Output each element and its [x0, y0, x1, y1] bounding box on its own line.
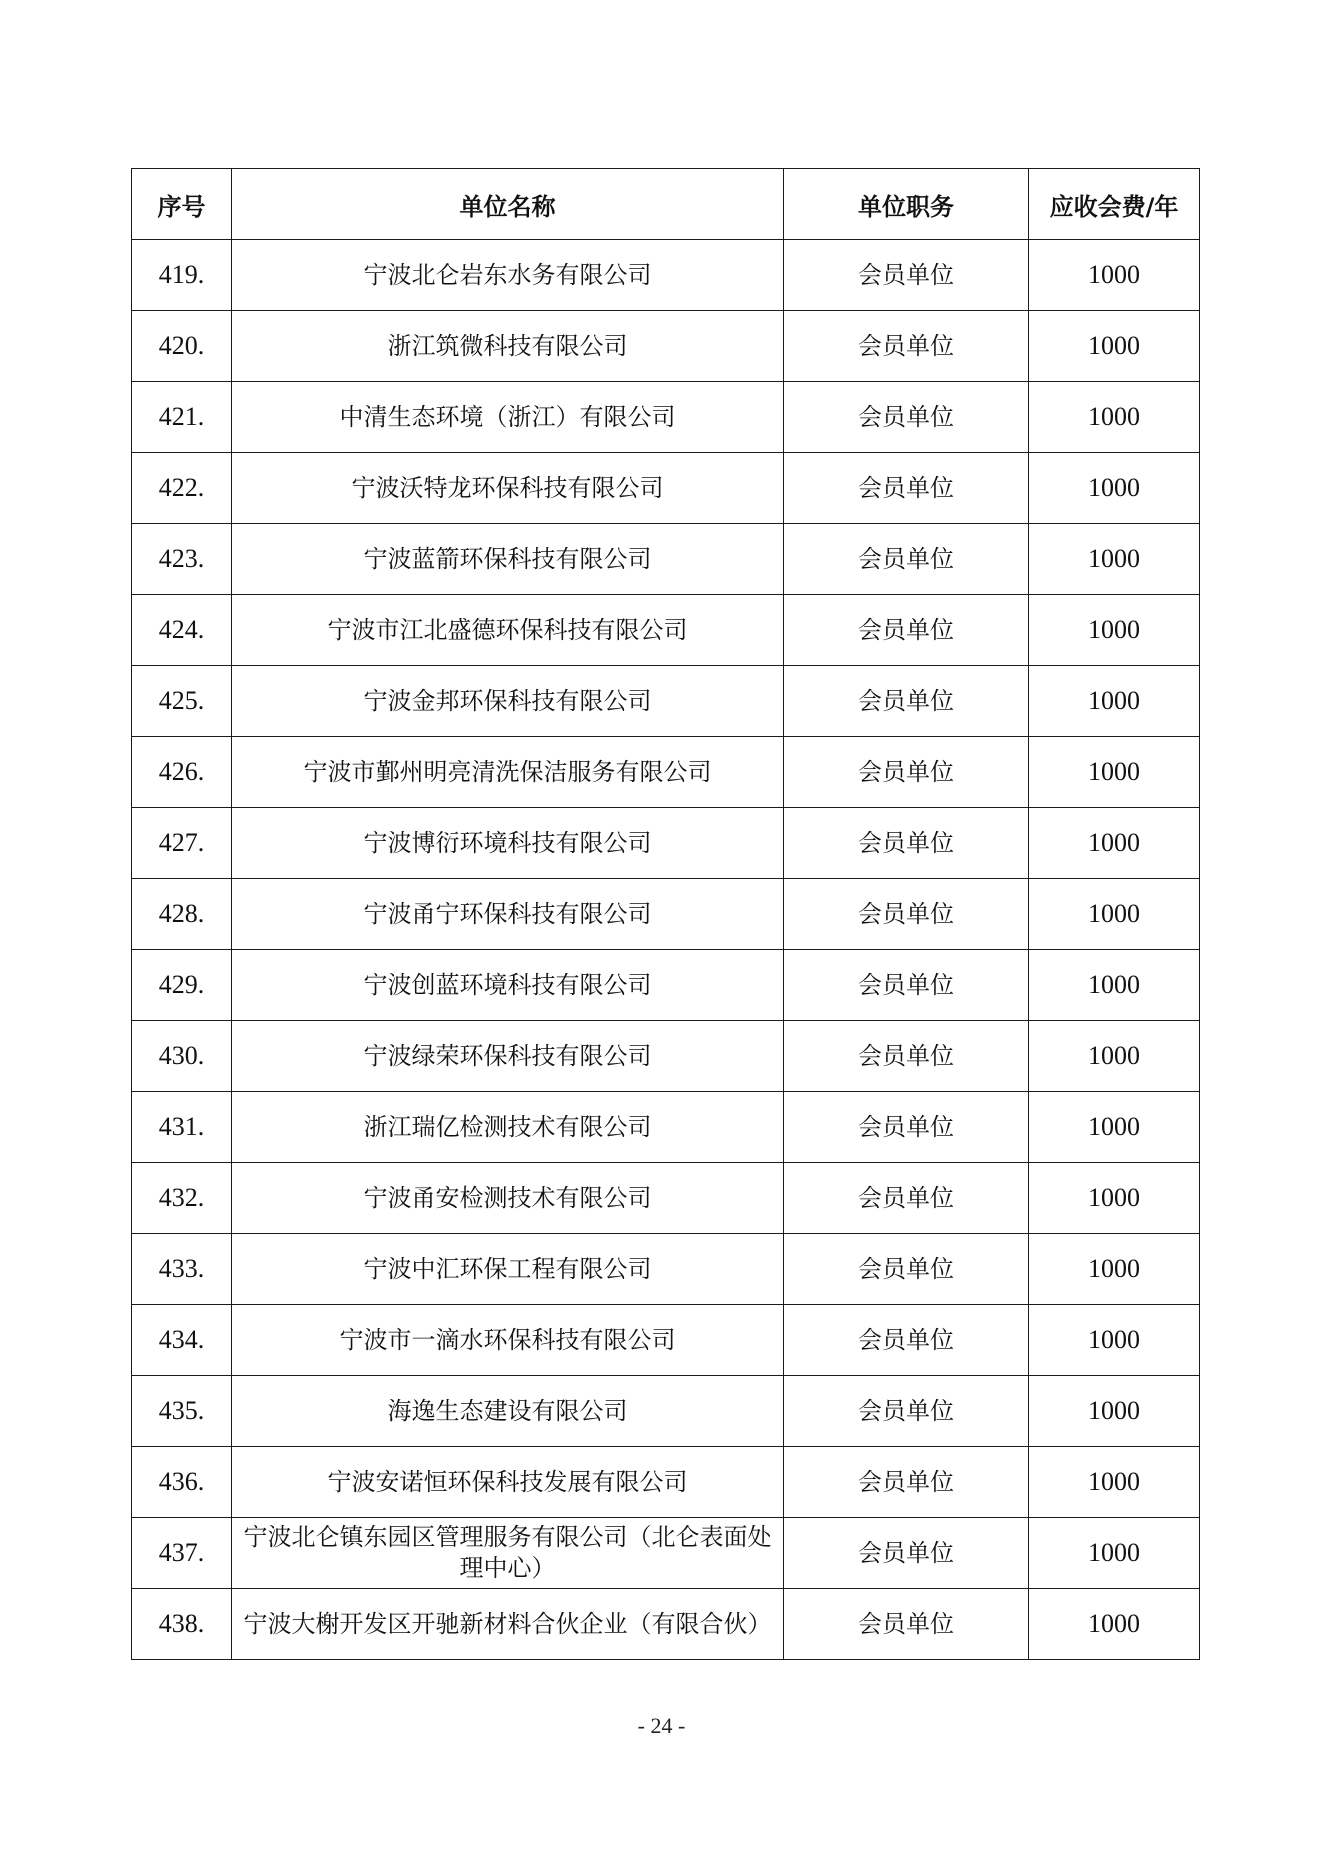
row-annual-fee: 1000 [1029, 382, 1200, 453]
header-annual-fee: 应收会费/年 [1029, 169, 1200, 240]
table-row [132, 1305, 1200, 1376]
row-index: 429. [132, 950, 232, 1021]
row-annual-fee: 1000 [1029, 737, 1200, 808]
row-annual-fee: 1000 [1029, 879, 1200, 950]
row-unit-name: 宁波大榭开发区开驰新材料合伙企业（有限合伙） [232, 1589, 784, 1660]
table-row [132, 1376, 1200, 1447]
row-index: 427. [132, 808, 232, 879]
header-unit-name: 单位名称 [232, 169, 784, 240]
row-annual-fee: 1000 [1029, 524, 1200, 595]
row-unit-role: 会员单位 [784, 808, 1029, 879]
row-unit-role: 会员单位 [784, 240, 1029, 311]
row-index: 438. [132, 1589, 232, 1660]
row-unit-role: 会员单位 [784, 1589, 1029, 1660]
row-index: 435. [132, 1376, 232, 1447]
row-unit-name: 浙江筑微科技有限公司 [232, 311, 784, 382]
row-unit-name: 宁波博衍环境科技有限公司 [232, 808, 784, 879]
page-number: - 24 - [637, 1713, 686, 1738]
row-unit-name: 宁波金邦环保科技有限公司 [232, 666, 784, 737]
row-unit-role: 会员单位 [784, 1163, 1029, 1234]
row-unit-name: 宁波中汇环保工程有限公司 [232, 1234, 784, 1305]
table-row [132, 1163, 1200, 1234]
row-unit-name: 宁波北仑岩东水务有限公司 [232, 240, 784, 311]
row-unit-role: 会员单位 [784, 1234, 1029, 1305]
row-annual-fee: 1000 [1029, 1021, 1200, 1092]
table-row [132, 808, 1200, 879]
row-unit-name: 宁波甬宁环保科技有限公司 [232, 879, 784, 950]
row-unit-name: 宁波安诺恒环保科技发展有限公司 [232, 1447, 784, 1518]
table-body [132, 240, 1200, 1660]
row-unit-name: 宁波绿荣环保科技有限公司 [232, 1021, 784, 1092]
row-unit-name: 宁波甬安检测技术有限公司 [232, 1163, 784, 1234]
row-index: 419. [132, 240, 232, 311]
row-unit-name: 宁波市一滴水环保科技有限公司 [232, 1305, 784, 1376]
row-annual-fee: 1000 [1029, 1589, 1200, 1660]
row-index: 434. [132, 1305, 232, 1376]
table-row [132, 737, 1200, 808]
row-annual-fee: 1000 [1029, 950, 1200, 1021]
table-row [132, 1589, 1200, 1660]
table-row [132, 666, 1200, 737]
row-index: 422. [132, 453, 232, 524]
row-unit-role: 会员单位 [784, 1518, 1029, 1589]
row-annual-fee: 1000 [1029, 1092, 1200, 1163]
row-index: 428. [132, 879, 232, 950]
row-unit-role: 会员单位 [784, 595, 1029, 666]
row-index: 430. [132, 1021, 232, 1092]
table-row [132, 453, 1200, 524]
member-fee-table [131, 168, 1200, 1660]
row-unit-name: 中清生态环境（浙江）有限公司 [232, 382, 784, 453]
row-unit-role: 会员单位 [784, 524, 1029, 595]
table-row [132, 524, 1200, 595]
row-unit-role: 会员单位 [784, 1092, 1029, 1163]
row-unit-name: 宁波市鄞州明亮清洗保洁服务有限公司 [232, 737, 784, 808]
row-index: 420. [132, 311, 232, 382]
row-index: 437. [132, 1518, 232, 1589]
row-unit-role: 会员单位 [784, 879, 1029, 950]
row-annual-fee: 1000 [1029, 595, 1200, 666]
row-index: 433. [132, 1234, 232, 1305]
table-header-row [132, 169, 1200, 240]
row-annual-fee: 1000 [1029, 1518, 1200, 1589]
row-annual-fee: 1000 [1029, 666, 1200, 737]
table-row [132, 240, 1200, 311]
table-row [132, 879, 1200, 950]
row-index: 436. [132, 1447, 232, 1518]
row-unit-role: 会员单位 [784, 453, 1029, 524]
row-annual-fee: 1000 [1029, 1234, 1200, 1305]
row-unit-role: 会员单位 [784, 1305, 1029, 1376]
row-unit-role: 会员单位 [784, 1021, 1029, 1092]
row-unit-role: 会员单位 [784, 382, 1029, 453]
row-unit-role: 会员单位 [784, 950, 1029, 1021]
row-index: 424. [132, 595, 232, 666]
row-unit-role: 会员单位 [784, 1376, 1029, 1447]
table-row [132, 382, 1200, 453]
row-unit-name: 浙江瑞亿检测技术有限公司 [232, 1092, 784, 1163]
row-index: 432. [132, 1163, 232, 1234]
row-unit-role: 会员单位 [784, 737, 1029, 808]
row-annual-fee: 1000 [1029, 1305, 1200, 1376]
row-annual-fee: 1000 [1029, 311, 1200, 382]
row-index: 421. [132, 382, 232, 453]
row-annual-fee: 1000 [1029, 240, 1200, 311]
table-row [132, 1447, 1200, 1518]
row-index: 423. [132, 524, 232, 595]
row-annual-fee: 1000 [1029, 1376, 1200, 1447]
header-index: 序号 [132, 169, 232, 240]
row-unit-name: 宁波北仑镇东园区管理服务有限公司（北仑表面处理中心） [232, 1518, 784, 1589]
table-row [132, 1234, 1200, 1305]
row-unit-role: 会员单位 [784, 1447, 1029, 1518]
table-row [132, 311, 1200, 382]
row-unit-name: 宁波蓝箭环保科技有限公司 [232, 524, 784, 595]
row-index: 426. [132, 737, 232, 808]
row-index: 431. [132, 1092, 232, 1163]
row-annual-fee: 1000 [1029, 453, 1200, 524]
row-annual-fee: 1000 [1029, 1447, 1200, 1518]
row-annual-fee: 1000 [1029, 808, 1200, 879]
table-row [132, 1092, 1200, 1163]
table-row [132, 1518, 1200, 1589]
row-index: 425. [132, 666, 232, 737]
row-unit-name: 海逸生态建设有限公司 [232, 1376, 784, 1447]
header-unit-role: 单位职务 [784, 169, 1029, 240]
row-annual-fee: 1000 [1029, 1163, 1200, 1234]
row-unit-name: 宁波沃特龙环保科技有限公司 [232, 453, 784, 524]
table-row [132, 1021, 1200, 1092]
row-unit-name: 宁波创蓝环境科技有限公司 [232, 950, 784, 1021]
table-row [132, 595, 1200, 666]
table-row [132, 950, 1200, 1021]
row-unit-name: 宁波市江北盛德环保科技有限公司 [232, 595, 784, 666]
row-unit-role: 会员单位 [784, 666, 1029, 737]
row-unit-role: 会员单位 [784, 311, 1029, 382]
